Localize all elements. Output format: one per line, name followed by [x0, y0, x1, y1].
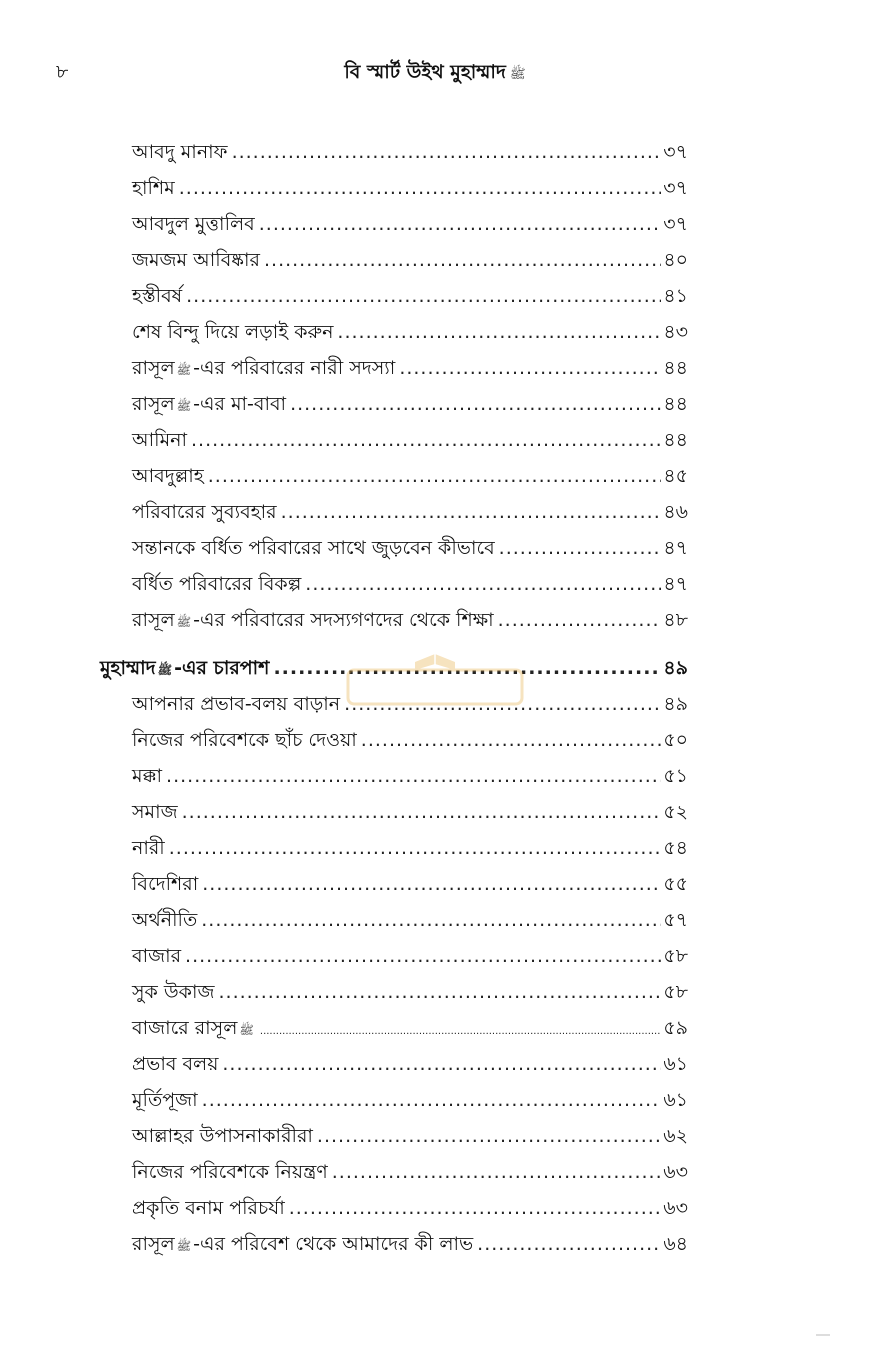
honorific-seal: ﷺ — [239, 1023, 254, 1037]
toc-entry[interactable] — [132, 1046, 688, 1082]
toc-title — [132, 206, 259, 242]
toc-title — [132, 866, 202, 902]
dot-leader — [305, 566, 661, 602]
toc-title-text: মক্কা — [132, 765, 163, 787]
toc-page-number: ৪৭ — [663, 537, 688, 559]
toc-title — [132, 722, 361, 758]
page-number: ৮ — [56, 61, 69, 83]
toc-page-number: ৫১ — [663, 765, 688, 787]
toc-title-suffix: -এর পরিবারের সদস্যগণদের থেকে শিক্ষা — [193, 609, 494, 631]
toc-entry[interactable] — [132, 794, 688, 830]
toc-entry[interactable] — [132, 974, 688, 1010]
dot-leader — [222, 1046, 661, 1082]
toc-title-text: রাসূল — [132, 357, 175, 379]
toc-page-number: ৪৫ — [663, 465, 688, 487]
toc-title — [132, 530, 499, 566]
toc-page-number: ৬১ — [663, 1089, 688, 1111]
toc-title-text: আমিনা — [132, 429, 187, 451]
toc-title — [132, 278, 186, 314]
toc-page-number: ৪৪ — [663, 429, 688, 451]
toc-title — [132, 494, 281, 530]
honorific-seal: ﷺ — [157, 663, 173, 677]
toc-title — [132, 1154, 332, 1190]
dot-leader — [289, 1190, 662, 1226]
toc-title-text: বিদেশিরা — [132, 873, 199, 895]
dot-leader — [202, 1082, 662, 1118]
toc-title — [132, 1046, 222, 1082]
toc-page-number: ৩৭ — [663, 141, 688, 163]
dot-leader — [264, 242, 661, 278]
dot-leader — [169, 830, 662, 866]
dot-leader — [259, 206, 662, 242]
toc-entry[interactable] — [132, 758, 688, 794]
toc-page-number: ৪৯ — [663, 657, 688, 679]
toc-entry[interactable] — [132, 530, 688, 566]
toc-entry[interactable] — [132, 1154, 688, 1190]
toc-entry[interactable] — [132, 902, 688, 938]
toc-title-text: আবদুল্লাহ — [132, 465, 204, 487]
toc-page-number: ৫০ — [663, 729, 688, 751]
dot-leader — [477, 1226, 661, 1262]
toc-page-number: ৪৭ — [663, 573, 688, 595]
dot-leader — [166, 758, 661, 794]
toc-title-text: নিজের পরিবেশকে নিয়ন্ত্রণ — [132, 1161, 328, 1183]
toc-page-number: ৬৪ — [663, 1233, 688, 1255]
toc-title-text: নারী — [132, 837, 165, 859]
toc-title-text: সুক উকাজ — [132, 981, 215, 1003]
toc-title — [132, 1010, 260, 1048]
toc-entry[interactable] — [132, 242, 688, 278]
running-title-text: বি স্মার্ট উইথ মুহাম্মাদ — [344, 61, 506, 83]
toc-entry[interactable] — [132, 1118, 688, 1154]
watermark-logo — [340, 640, 530, 710]
honorific-seal: ﷺ — [509, 67, 526, 82]
toc-title — [132, 422, 191, 458]
toc-title-text: আল্লাহর উপাসনাকারীরা — [132, 1125, 313, 1147]
dot-leader — [260, 1014, 661, 1050]
dot-leader — [208, 458, 662, 494]
toc-title-text: সন্তানকে বর্ধিত পরিবারের সাথে জুড়বেন কীভাবে — [132, 537, 495, 559]
toc-title-text: জমজম আবিষ্কার — [132, 249, 260, 271]
toc-entry[interactable] — [132, 1082, 688, 1118]
toc-title — [132, 830, 169, 866]
toc-title — [132, 350, 399, 388]
toc-entry[interactable] — [132, 566, 688, 602]
toc-page-number: ৪৮ — [663, 609, 688, 631]
dot-leader — [290, 386, 661, 422]
toc-page-number: ৫৭ — [663, 909, 688, 931]
toc-title-text: রাসূল — [132, 393, 175, 415]
toc-page-number: ৩৭ — [663, 177, 688, 199]
toc-title — [132, 938, 185, 974]
toc-entry[interactable] — [132, 830, 688, 866]
toc-title — [132, 314, 337, 350]
dot-leader — [182, 794, 662, 830]
toc-entry[interactable] — [132, 1190, 688, 1226]
toc-title — [132, 170, 179, 206]
toc-page-number: ৬৩ — [663, 1197, 688, 1219]
toc-entry[interactable] — [132, 458, 688, 494]
dot-leader — [232, 134, 662, 170]
toc-title — [132, 974, 218, 1010]
toc-title-text: হস্তীবর্ষ — [132, 285, 183, 307]
corner-mark — [816, 1334, 830, 1336]
dot-leader — [498, 602, 662, 638]
toc-entry[interactable] — [132, 722, 688, 758]
toc-entry[interactable] — [132, 278, 688, 314]
toc-title-text: মূর্তিপূজা — [132, 1089, 198, 1111]
dot-leader — [281, 494, 662, 530]
toc-entry[interactable] — [132, 206, 688, 242]
toc-page-number: ৪০ — [663, 249, 688, 271]
dot-leader — [317, 1118, 661, 1154]
toc-entry[interactable] — [132, 602, 688, 638]
toc-page-number: ৬১ — [663, 1053, 688, 1075]
toc-title — [132, 1226, 477, 1264]
dot-leader — [399, 350, 661, 386]
toc-title-suffix: -এর পরিবারের নারী সদস্যা — [193, 357, 396, 379]
dot-leader — [185, 938, 661, 974]
toc-page-number: ৪৯ — [663, 693, 688, 715]
toc-title-text: প্রকৃতি বনাম পরিচর্যা — [132, 1197, 285, 1219]
toc-title-text: নিজের পরিবেশকে ছাঁচ দেওয়া — [132, 729, 357, 751]
toc-title-text: আবদু মানাফ — [132, 141, 228, 163]
toc-title — [132, 686, 344, 722]
toc-entry[interactable] — [132, 386, 688, 422]
toc-title-text: বর্ধিত পরিবারের বিকল্প — [132, 573, 302, 595]
toc-title — [132, 794, 182, 830]
toc-entry[interactable] — [132, 422, 688, 458]
toc-entry[interactable] — [132, 494, 688, 530]
toc-title-text: শেষ বিন্দু দিয়ে লড়াই করুন — [132, 321, 334, 343]
toc-title-text: সমাজ — [132, 801, 178, 823]
toc-entry[interactable] — [132, 938, 688, 974]
toc-title — [132, 602, 498, 640]
toc-title-text: প্রভাব বলয় — [132, 1053, 219, 1075]
toc-title-suffix: -এর মা-বাবা — [193, 393, 287, 415]
toc-entry[interactable] — [132, 350, 688, 386]
toc-page-number: ৫৪ — [663, 837, 688, 859]
toc-title-suffix: -এর পরিবেশ থেকে আমাদের কী লাভ — [193, 1233, 474, 1255]
dot-leader — [202, 866, 661, 902]
toc-title-text: অর্থনীতি — [132, 909, 198, 931]
toc-entry[interactable] — [132, 170, 688, 206]
toc-title — [132, 758, 166, 794]
toc-page-number: ৫৫ — [663, 873, 688, 895]
toc-page-number: ৩৭ — [663, 213, 688, 235]
dot-leader — [361, 722, 662, 758]
dot-leader — [191, 422, 661, 458]
toc-title — [132, 902, 201, 938]
toc-title — [132, 458, 208, 494]
dot-leader — [218, 974, 661, 1010]
toc-entry[interactable] — [132, 1226, 688, 1262]
toc-entry[interactable] — [132, 314, 688, 350]
toc-title-text: আপনার প্রভাব-বলয় বাড়ান — [132, 693, 341, 715]
toc-title-text: বাজারে রাসূল — [132, 1017, 238, 1039]
toc-page-number: ৬২ — [663, 1125, 688, 1147]
toc-page-number: ৪১ — [663, 285, 688, 307]
book-icon — [340, 640, 530, 710]
toc-entry[interactable] — [132, 866, 688, 902]
toc-title — [132, 1118, 317, 1154]
dot-leader — [201, 902, 661, 938]
toc-page-number: ৪৪ — [663, 393, 688, 415]
toc-page-number: ৫৮ — [663, 981, 688, 1003]
honorific-seal: ﷺ — [176, 363, 192, 377]
toc-title — [132, 134, 232, 170]
toc-entry[interactable] — [132, 134, 688, 170]
toc-entry[interactable] — [132, 1010, 688, 1046]
dot-leader — [332, 1154, 662, 1190]
toc-page-number: ৪৩ — [663, 321, 688, 343]
toc-title — [132, 1082, 202, 1118]
toc-page-number: ৫৮ — [663, 945, 688, 967]
toc-page-number: ৪৬ — [663, 501, 688, 523]
toc-page-number: ৫২ — [663, 801, 688, 823]
toc-title-text: বাজার — [132, 945, 182, 967]
toc-title — [132, 566, 305, 602]
toc-title — [132, 242, 264, 278]
toc-title-text: পরিবারের সুব্যবহার — [132, 501, 277, 523]
dot-leader — [179, 170, 662, 206]
toc-page-number: ৫৯ — [663, 1017, 688, 1039]
running-title — [0, 58, 870, 90]
honorific-seal: ﷺ — [176, 615, 192, 629]
toc-title — [132, 386, 290, 424]
dot-leader — [186, 278, 661, 314]
toc-title-text: রাসূল — [132, 1233, 175, 1255]
honorific-seal: ﷺ — [176, 1239, 192, 1253]
toc-title-suffix: -এর চারপাশ — [174, 657, 270, 679]
toc-title-text: আবদুল মুত্তালিব — [132, 213, 255, 235]
toc-page-number: ৪৪ — [663, 357, 688, 379]
honorific-seal: ﷺ — [176, 399, 192, 413]
toc-page-number: ৬৩ — [663, 1161, 688, 1183]
toc-title-text: মুহাম্মাদ — [100, 657, 156, 679]
toc-title — [132, 1190, 289, 1226]
toc-title-text: হাশিম — [132, 177, 175, 199]
toc-title — [100, 650, 273, 688]
toc-title-text: রাসূল — [132, 609, 175, 631]
dot-leader — [499, 530, 662, 566]
dot-leader — [337, 314, 661, 350]
